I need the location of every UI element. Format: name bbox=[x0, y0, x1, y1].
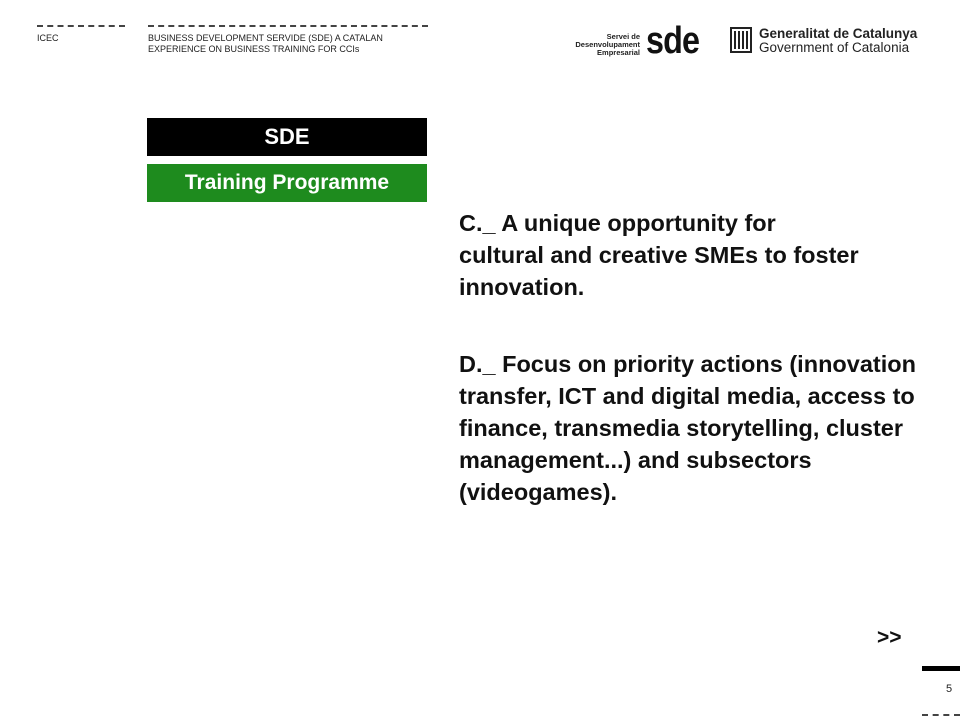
paragraph-c: C._ A unique opportunity for cultural and creative SMEs to foster innovation. bbox=[459, 210, 859, 300]
footer-divider bbox=[922, 714, 960, 716]
gencat-line-1: Generalitat de Catalunya bbox=[759, 26, 918, 41]
sde-logo-caption-line-3: Empresarial bbox=[597, 48, 640, 57]
header-divider-left bbox=[37, 25, 125, 27]
sde-logo-caption-line-2: Desenvolupament bbox=[575, 40, 640, 49]
header-center-line-1: BUSINESS DEVELOPMENT SERVIDE (SDE) A CATALAN bbox=[148, 33, 383, 43]
sde-logo-caption bbox=[560, 33, 640, 57]
next-slide-link[interactable]: >> bbox=[877, 626, 902, 649]
header-left-label: ICEC bbox=[37, 33, 59, 43]
header-divider-center bbox=[148, 25, 428, 27]
header-center-line-2: EXPERIENCE ON BUSINESS TRAINING FOR CCIs bbox=[148, 44, 360, 54]
sde-title-box: SDE bbox=[147, 118, 427, 156]
gencat-emblem-icon bbox=[730, 27, 752, 53]
page-number-bar bbox=[922, 666, 960, 671]
paragraph-d: D._ Focus on priority actions (innovation transfer, ICT and digital media, access to finance, transmedia storytelling, cluster management...) and subsectors (videogames). bbox=[459, 351, 916, 505]
training-programme-box: Training Programme bbox=[147, 164, 427, 202]
sde-logo-caption-line-1: Servei de bbox=[606, 32, 640, 41]
page-number: 5 bbox=[946, 683, 953, 695]
gencat-line-2: Government of Catalonia bbox=[759, 40, 910, 55]
sde-logo-wordmark: sde bbox=[646, 20, 700, 62]
